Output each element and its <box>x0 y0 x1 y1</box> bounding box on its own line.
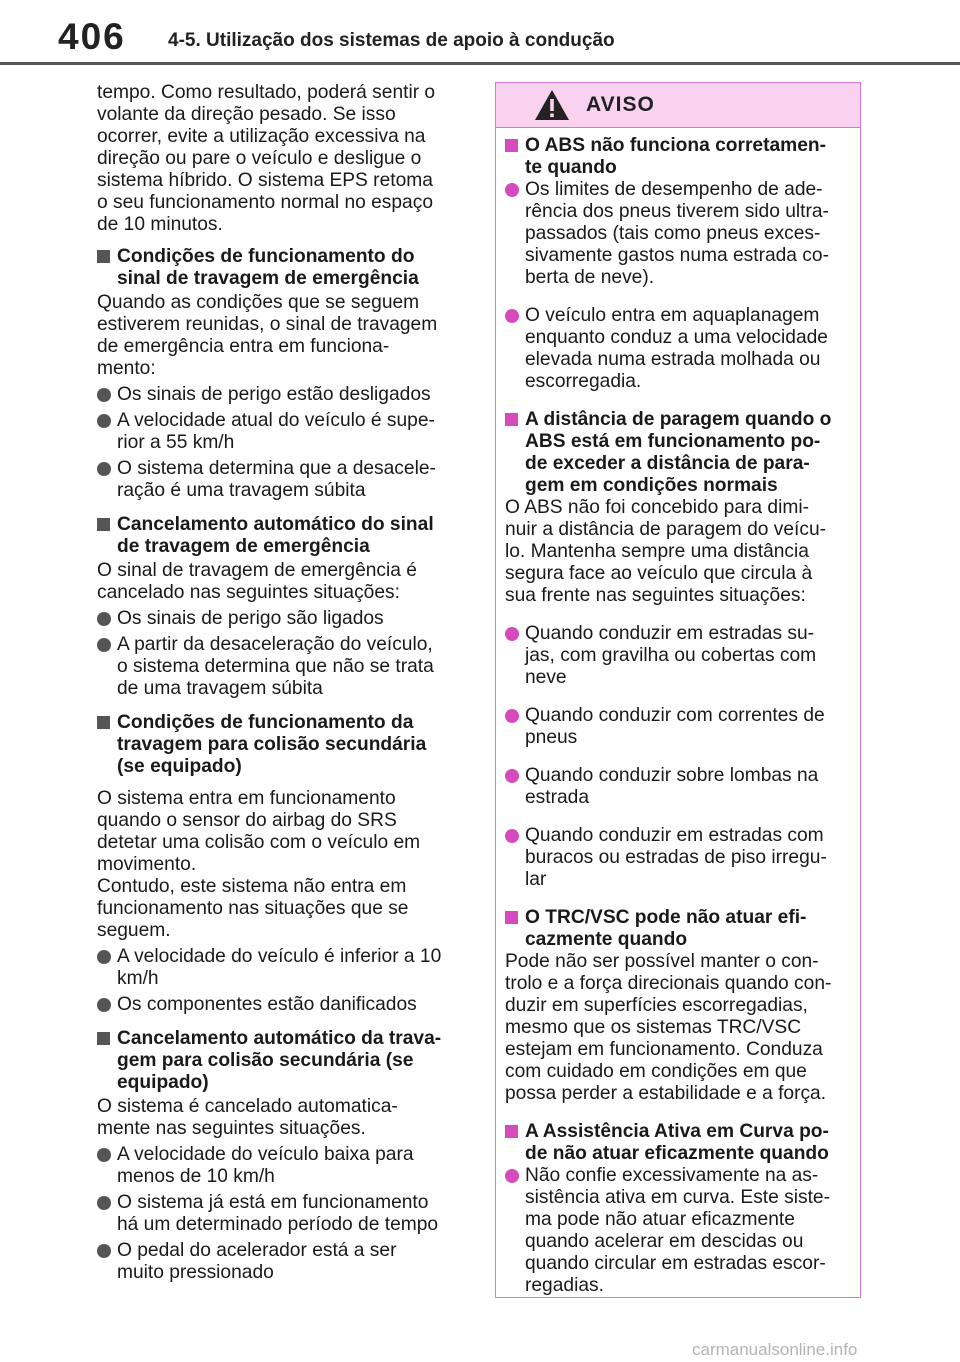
circle-bullet-icon <box>505 769 519 783</box>
watermark: carmanualsonline.info <box>692 1340 858 1359</box>
warning-header <box>496 83 860 128</box>
section-heading: Cancelamento automático da trava- gem para colisão secundária (se equipado) <box>97 1028 469 1094</box>
circle-bullet-icon <box>97 388 111 402</box>
header-rule <box>0 62 960 65</box>
warning-title: AVISO <box>586 93 655 116</box>
square-bullet-icon <box>505 1125 518 1138</box>
circle-bullet-icon <box>97 1148 111 1162</box>
square-bullet-icon <box>97 518 110 531</box>
list-item: Os sinais de perigo são ligados <box>97 608 469 630</box>
list-item: O sistema determina que a desacele- ração é uma travagem súbita <box>97 458 469 502</box>
circle-bullet-icon <box>505 627 519 641</box>
warning-heading: A Assistência Ativa em Curva po- de não atuar eficazmente quando <box>505 1121 851 1165</box>
circle-bullet-icon <box>97 612 111 626</box>
warning-body <box>505 135 851 1313</box>
circle-bullet-icon <box>97 638 111 652</box>
list-item: Quando conduzir com correntes de pneus <box>505 705 851 749</box>
list-item: O veículo entra em aquaplanagem enquanto conduz a uma velocidade elevada numa estrada molhada ou escorregadia. <box>505 305 851 393</box>
warning-box <box>495 82 861 1298</box>
warning-triangle-icon <box>533 88 571 122</box>
circle-bullet-icon <box>97 998 111 1012</box>
circle-bullet-icon <box>97 1244 111 1258</box>
square-bullet-icon <box>97 716 110 729</box>
circle-bullet-icon <box>505 309 519 323</box>
left-column <box>97 82 469 1288</box>
page-number: 406 <box>58 16 126 57</box>
paragraph: Quando as condições que se seguem estiverem reunidas, o sinal de travagem de emergência entra em funciona- mento: <box>97 292 438 379</box>
list-item: Os limites de desempenho de ade- rência dos pneus tiverem sido ultra- passados (tais como pneus exces- sivamente gastos numa estrada co- berta de neve). <box>505 179 851 289</box>
warning-heading: O TRC/VSC pode não atuar efi- cazmente quando <box>505 907 851 951</box>
square-bullet-icon <box>505 413 518 426</box>
section-title: 4-5. Utilização dos sistemas de apoio à condução <box>168 30 615 51</box>
square-bullet-icon <box>505 139 518 152</box>
circle-bullet-icon <box>505 1169 519 1183</box>
warning-heading: A distância de paragem quando o ABS está em funcionamento po- de exceder a distância de para- gem em condições normais <box>505 409 851 497</box>
section-heading: Cancelamento automático do sinal de travagem de emergência <box>97 514 469 558</box>
paragraph: Pode não ser possível manter o con- trolo e a força direcionais quando con- duzir em superfícies escorregadias, mesmo que os sistemas TRC/VSC estejam em funcionamento. Conduza com cuidado em condições em que possa perder a estabilidade e a força. <box>505 951 832 1104</box>
intro-paragraph: tempo. Como resultado, poderá sentir o volante da direção pesado. Se isso ocorrer, evite a utilização excessiva na direção ou pare o veículo e desligue o sistema híbrido. O sistema EPS retoma o seu funcionamento normal no espaço de 10 minutos. <box>97 82 436 235</box>
square-bullet-icon <box>97 250 110 263</box>
list-item: Os componentes estão danificados <box>97 994 469 1016</box>
circle-bullet-icon <box>97 1196 111 1210</box>
list-item: O pedal do acelerador está a ser muito pressionado <box>97 1240 469 1284</box>
paragraph: O sistema é cancelado automatica- mente nas seguintes situações. <box>97 1096 398 1139</box>
list-item: A velocidade atual do veículo é supe- rior a 55 km/h <box>97 410 469 454</box>
warning-heading: O ABS não funciona corretamen- te quando <box>505 135 851 179</box>
list-item: Os sinais de perigo estão desligados <box>97 384 469 406</box>
page-header <box>0 0 960 64</box>
square-bullet-icon <box>505 911 518 924</box>
circle-bullet-icon <box>97 950 111 964</box>
list-item: O sistema já está em funcionamento há um determinado período de tempo <box>97 1192 469 1236</box>
list-item: Quando conduzir em estradas su- jas, com gravilha ou cobertas com neve <box>505 623 851 689</box>
paragraph: O sinal de travagem de emergência é cancelado nas seguintes situações: <box>97 560 417 603</box>
list-item: Quando conduzir em estradas com buracos ou estradas de piso irregu- lar <box>505 825 851 891</box>
circle-bullet-icon <box>97 462 111 476</box>
paragraph: O ABS não foi concebido para dimi- nuir a distância de paragem do veícu- lo. Mantenha sempre uma distância segura face ao veículo que circula à sua frente nas seguintes situações: <box>505 497 827 606</box>
circle-bullet-icon <box>505 183 519 197</box>
list-item: Não confie excessivamente na as- sistência ativa em curva. Este siste- ma pode não atuar eficazmente quando acelerar em descidas ou quando circular em estradas escor- regadias. <box>505 1165 851 1297</box>
circle-bullet-icon <box>505 829 519 843</box>
list-item: Quando conduzir sobre lombas na estrada <box>505 765 851 809</box>
section-heading: Condições de funcionamento da travagem para colisão secundária (se equipado) <box>97 712 469 778</box>
paragraph: O sistema entra em funcionamento quando o sensor do airbag do SRS detetar uma colisão com o veículo em movimento. Contudo, este sistema não entra em funcionamento nas situações que se seguem. <box>97 788 421 941</box>
square-bullet-icon <box>97 1032 110 1045</box>
list-item: A partir da desaceleração do veículo, o sistema determina que não se trata de uma travagem súbita <box>97 634 469 700</box>
section-heading: Condições de funcionamento do sinal de travagem de emergência <box>97 246 469 290</box>
list-item: A velocidade do veículo baixa para menos de 10 km/h <box>97 1144 469 1188</box>
list-item: A velocidade do veículo é inferior a 10 km/h <box>97 946 469 990</box>
circle-bullet-icon <box>97 414 111 428</box>
circle-bullet-icon <box>505 709 519 723</box>
